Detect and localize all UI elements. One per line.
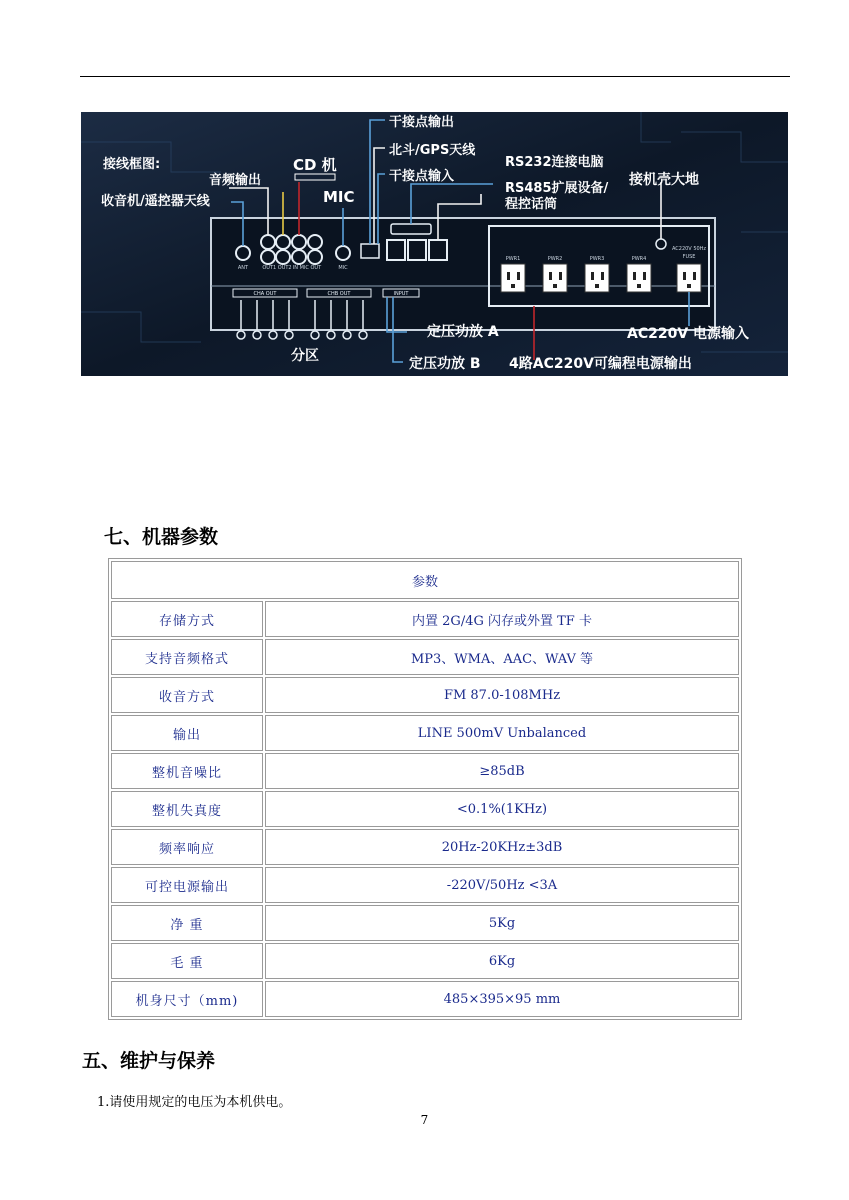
cha-out-label: CHA OUT — [253, 291, 277, 297]
label-radio-antenna: 收音机/遥控器天线 — [101, 194, 210, 209]
table-row — [111, 753, 739, 789]
label-amp-b: 定压功放 B — [409, 356, 481, 372]
param-label: 存储方式 — [111, 601, 263, 637]
param-value: LINE 500mV Unbalanced — [265, 715, 739, 751]
param-label: 整机音噪比 — [111, 753, 263, 789]
param-label: 毛 重 — [111, 943, 263, 979]
param-value: ≥85dB — [265, 753, 739, 789]
label-rs485: RS485扩展设备/ — [505, 181, 609, 196]
table-row — [111, 677, 739, 713]
table-row — [111, 905, 739, 941]
chb-out-label: CHB OUT — [327, 291, 351, 297]
pwr3-label: PWR3 — [589, 256, 605, 262]
page-number: 7 — [420, 1113, 429, 1127]
table-row — [111, 639, 739, 675]
param-value: 内置 2G/4G 闪存或外置 TF 卡 — [265, 601, 739, 637]
pwr2-label: PWR2 — [547, 256, 563, 262]
param-value: MP3、WMA、AAC、WAV 等 — [265, 639, 739, 675]
table-row — [111, 791, 739, 827]
label-title: 接线框图: — [103, 157, 161, 172]
label-ac-input: AC220V 电源输入 — [627, 326, 750, 342]
table-caption: 参数 — [111, 561, 739, 599]
panel-mic-label: MIC — [338, 265, 348, 271]
wiring-diagram-svg — [81, 112, 788, 376]
input-label: INPUT — [393, 291, 409, 297]
pwr4-label: PWR4 — [631, 256, 647, 262]
panel-out-label: OUT1 OUT2 — [262, 265, 292, 271]
param-value: -220V/50Hz <3A — [265, 867, 739, 903]
header-rule — [80, 76, 790, 77]
param-label: 收音方式 — [111, 677, 263, 713]
label-mic: MIC — [323, 188, 355, 206]
param-label: 频率响应 — [111, 829, 263, 865]
label-cd: CD 机 — [293, 156, 337, 174]
label-dry-contact-out: 干接点输出 — [389, 115, 455, 130]
label-dry-contact-in: 干接点输入 — [389, 169, 455, 184]
params-table — [108, 558, 742, 1020]
label-amp-a: 定压功放 A — [427, 324, 499, 340]
maintenance-item: 1.请使用规定的电压为本机供电。 — [97, 1095, 292, 1110]
label-beidou-gps: 北斗/GPS天线 — [389, 143, 476, 158]
table-row — [111, 943, 739, 979]
panel-ant-label: ANT — [237, 265, 249, 271]
param-label: 支持音频格式 — [111, 639, 263, 675]
label-chassis-ground: 接机壳大地 — [629, 172, 699, 188]
section-title-params: 七、机器参数 — [104, 526, 219, 548]
label-audio-out: 音频输出 — [209, 173, 262, 188]
param-value: 20Hz-20KHz±3dB — [265, 829, 739, 865]
table-row — [111, 867, 739, 903]
param-value: 6Kg — [265, 943, 739, 979]
ac-input-label: AC220V 50Hz — [671, 246, 707, 252]
section-title-maintenance: 五、维护与保养 — [82, 1050, 216, 1072]
wiring-diagram — [81, 112, 788, 376]
param-value: 485×395×95 mm — [265, 981, 739, 1017]
label-rs232: RS232连接电脑 — [505, 155, 604, 170]
param-label: 净 重 — [111, 905, 263, 941]
param-label: 可控电源输出 — [111, 867, 263, 903]
param-value: FM 87.0-108MHz — [265, 677, 739, 713]
table-row — [111, 829, 739, 865]
fuse-label: FUSE — [682, 254, 696, 260]
param-value: 5Kg — [265, 905, 739, 941]
table-row — [111, 715, 739, 751]
param-value: <0.1%(1KHz) — [265, 791, 739, 827]
param-label: 机身尺寸（mm) — [111, 981, 263, 1017]
label-zones: 分区 — [291, 348, 319, 364]
label-power-out: 4路AC220V可编程电源输出 — [509, 356, 692, 372]
param-label: 整机失真度 — [111, 791, 263, 827]
panel-in-label: IN MIC OUT — [292, 265, 322, 271]
pwr1-label: PWR1 — [505, 256, 521, 262]
table-caption-row — [111, 561, 739, 599]
table-row — [111, 601, 739, 637]
table-row — [111, 981, 739, 1017]
label-program-phone: 程控话筒 — [505, 197, 558, 212]
param-label: 输出 — [111, 715, 263, 751]
